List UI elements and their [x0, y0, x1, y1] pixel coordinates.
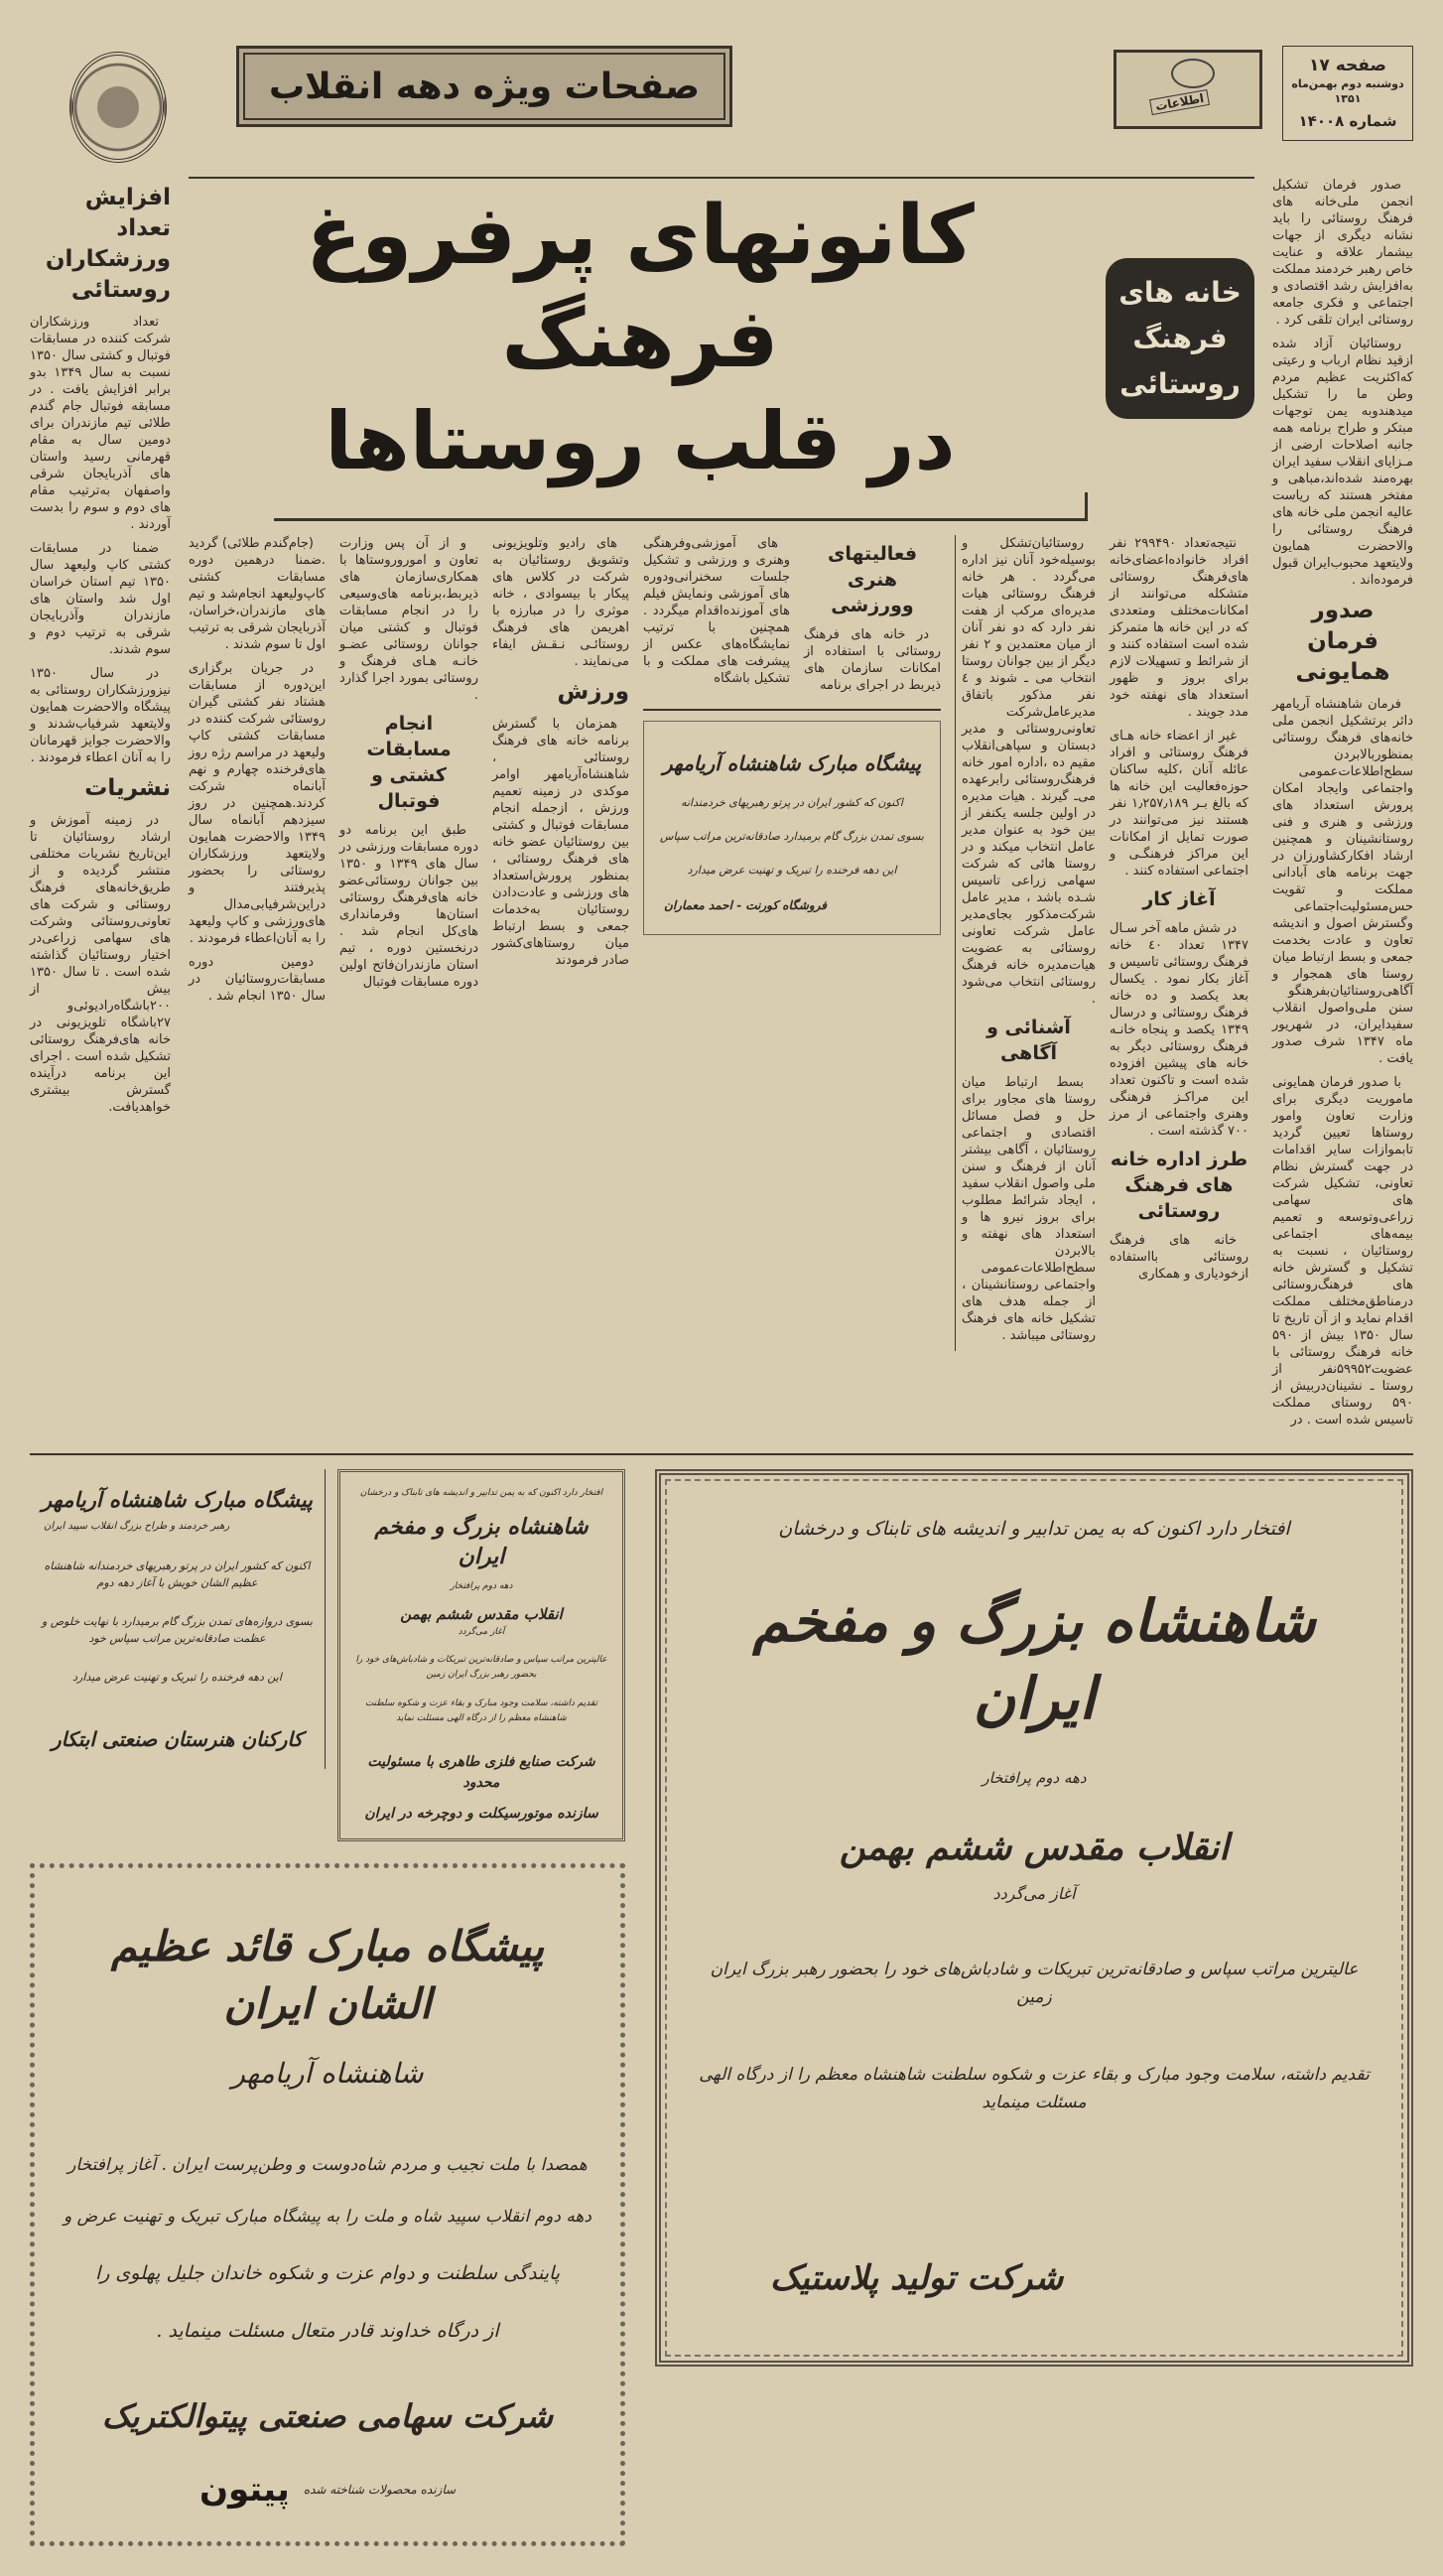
- acquaintance-heading: آشنائی و آگاهی: [986, 1017, 1071, 1064]
- ad-taheri: [337, 1469, 625, 1841]
- paragraph: های آموزشی‌وفرهنگی وهنری و ورزشی و تشکیل جلسات سخنرانی‌ودوره های آموزشی ونمایش فیلم های آموزنده‌اقدام میگردد . همچنین با ترتیب نمایشگاه‌های عکس از پیشرفت های مملکت و با تشکیل باشگاه: [643, 536, 790, 686]
- ad-subtitle: شاهنشاه آریامهر: [231, 2057, 424, 2090]
- ad-revolution: انقلاب مقدس ششم بهمن: [400, 1605, 563, 1623]
- paragraph: فرمان شاهنشاه آریامهر دائر برتشکیل انجمن ملی خانه‌های فرهنگ روستائی بمنظوربالابردن سطح‌اطلاعات‌عمومی واجتماعی وایجاد امکان پرورش استعداد های ورزشی و هنری و فنی روستانشینان و همچنین ارشاد افکارکشاورزان در جهت برنامه های آبادانی مملکت و تقویت حس‌مسئولیت‌اجتماعی وگسترش اصول و اندیشه تعاون و عادت بخدمت جمعی و بسط ارتباط میان روستا های همجوار و آگاهی‌روستائیان‌بفرهنگو سنن ملی‌واصول انقلاب سفیدایران، در شهریور ماه ۱۳۴۷ شرف صدور یافت .: [1272, 697, 1413, 1066]
- arts-column-pair: [643, 535, 941, 935]
- column-2: [189, 535, 326, 1012]
- ad-revolution: انقلاب مقدس ششم بهمن: [839, 1827, 1230, 1868]
- paragraph: در سال ۱۳۵۰ نیزورزشکاران روستائی به پیشگاه والاحضرت همایون ولایتعهد شرفیاب‌شدند و والاحضرت جوایز قهرمانان را به آنان اعطاء فرمودند .: [30, 666, 171, 765]
- masthead: [30, 40, 1413, 169]
- ad-company: شرکت تولید پلاستیک: [770, 2258, 1064, 2298]
- paragraph: بسط ارتباط میان روستا های مجاور برای حل و فصل مسائل اقتصادی و اجتماعی روستائیان ، آگاهی بیشتر آنان از فرهنگ و سنن ملی واصول انقلاب سفید ، ایجاد شرائط مطلوب برای بروز نیرو ها و استعداد های نهفته و بالابردن سطح‌اطلاعات‌عمومی واجتماعی روستانشینان ، از جمله هدف های تشکیل خانه های فرهنگ روستائی میباشد .: [962, 1075, 1096, 1343]
- headline-badge: [1106, 258, 1254, 419]
- ad-maker-line: سازنده محصولات شناخته شده: [303, 2483, 457, 2497]
- ad-title: شاهنشاه بزرگ و مفخم ایران: [752, 1587, 1316, 1732]
- ad-product: سازنده موتورسیکلت و دوچرخه در ایران: [364, 1806, 598, 1822]
- column-3: [339, 535, 478, 998]
- ad-title: پیشگاه مبارک شاهنشاه آریامهر: [662, 751, 922, 775]
- issue-number: شماره ۱۴۰۰۸: [1298, 112, 1397, 130]
- paragraph: همزمان با گسترش برنامه خانه های فرهنگ روستائی ، شاهنشاه‌آریامهر اوامر موکدی در زمینه تعمیم ورزش ، ازجمله انجام مسابقات فوتبال و کشتی بین روستائیان عضو خانه های فرهنگ روستائی ، بمنظور پرورش‌استعداد های ورزشی و عادت‌دادن روستائیان به‌خدمات جمعی و بسط ارتباط میان روستاهای‌کشور صادر فرمودند: [492, 717, 629, 968]
- ad-side-note: رهبر خردمند و طراح بزرگ انقلاب سپید ایران: [44, 1521, 230, 1532]
- small-ads-row: [30, 1469, 625, 1841]
- column-8: [1110, 535, 1248, 1289]
- newspaper-logo: [1114, 50, 1262, 129]
- ad-line: اکنون که کشور ایران در پرتو رهبریهای خردمندانه شاهنشاه عظیم الشان خویش با آغاز دهه دوم: [44, 1559, 311, 1589]
- section-banner-title: صفحات ویژه دهه انقلاب: [243, 53, 725, 120]
- ad-title: پیشگاه مبارک قائد عظیم الشان ایران: [110, 1922, 545, 2028]
- ad-line: عالیترین مراتب سپاس و صادقانه‌ترین تبریکات و شادباش‌های خود را بحضور رهبر بزرگ ایران زمین: [710, 1960, 1359, 2007]
- ad-title: پیشگاه مبارک شاهنشاه آریامهر: [41, 1487, 314, 1512]
- arts-sports-heading: فعالیتهای هنری وورزشی: [827, 543, 918, 616]
- ad-line: این دهه فرخنده را تبریک و تهنیت عرض میدارد: [687, 864, 897, 877]
- paragraph: در جریان برگزاری این‌دوره از مسابقات هشتاد نفر کشتی گیران روستائی شرکت کننده در مسابقات کشتی کاپ ولیعهد در مراسم رژه روز های‌فرخنده چهارم و نهم آبانماه شرکت کردند.همچنین در روز سیزدهم آبانماه سال ۱۳۴۹ والاحضرت همایون ولایتعهد ورزشکاران روستائی را بحضور پذیرفتند و دراین‌شرفیابی‌مدال های‌ورزشی و کاپ ولیعهد را به آنان‌اعطاء فرمودند .: [189, 661, 326, 946]
- middle-area: [189, 177, 1254, 1351]
- paragraph: (جام‌گندم طلائی) گردید .ضمنا درهمین دوره مسابقات کشتی کاپ‌ولیعهد انجام‌شد و تیم های مازندران،خراسان، آذربایجان شرقی به ترتیب اول تا سوم شدند .: [189, 536, 326, 652]
- left-ads: [30, 1469, 625, 2546]
- start-heading: آغاز کار: [1142, 888, 1216, 910]
- columns-row: [189, 535, 1254, 1351]
- ad-sub: دهه دوم پرافتخار: [450, 1581, 513, 1591]
- badge-line: روستائی: [1119, 367, 1241, 400]
- paragraph: طبق این برنامه دو دوره مسابقات ورزشی در سال های ۱۳۴۹ و ۱۳۵۰ بین جوانان روستائی‌عضو خانه های‌فرهنگ روستائی استان‌ها وفرمانداری های‌کل انجام شد . درنخستین دوره ، تیم استان مازندران‌فاتح اولین دوره مسابقات فوتبال: [339, 823, 479, 990]
- ad-line: دهه دوم انقلاب سپید شاه و ملت را به پیشگاه مبارک تبریک و تهنیت عرض و: [64, 2207, 591, 2227]
- paragraph: با صدور فرمان همایونی ماموریت دیگری برای وزارت تعاون وامور روستاها تعیین گردید تابموازات سایر اقدامات در جهت گسترش نظام تعاونی، تشکیل شرکت های سهامی زراعی‌وتوسعه و تعمیم بیمه‌های اجتماعی روستائیان ، نسبت به تشکیل و گسترش خانه های فرهنگ‌روستائی درمناطق‌مختلف مملکت اقدام نماید و از آن تاریخ تا سال ۱۳۵۰ بیش از ۵۹۰ خانه فرهنگ روستائی با عضویت۵۹۹۵۲نفر از روستا ـ نشینان‌دربیش از ۵۹۰ روستای مملکت تاسیس شده است . در: [1272, 1075, 1413, 1427]
- headline-text: [189, 185, 1092, 492]
- arts-columns: [643, 535, 941, 711]
- ad-line: همصدا با ملت نجیب و مردم شاه‌دوست و وطن‌پرست ایران . آغاز پرافتخار: [67, 2155, 588, 2175]
- royal-decree-heading: صدور فرمان همایونی: [1295, 598, 1390, 685]
- ad-line: این دهه فرخنده را تبریک و تهنیت عرض میدارد: [72, 1671, 282, 1684]
- ad-title: شاهنشاه بزرگ و مفخم ایران: [374, 1514, 589, 1569]
- paragraph: دومین دوره مسابقات‌روستائیان در سال ۱۳۵۰ انجام شد .: [189, 955, 326, 1004]
- badge-line: خانه های: [1118, 276, 1242, 309]
- articles-area: [30, 177, 1413, 1435]
- ad-line: بسوی تمدن بزرگ گام برمیدارد صادقانه‌ترین مراتب سپاس: [660, 830, 924, 843]
- page-info-box: [1282, 46, 1413, 141]
- ad-line: عالیترین مراتب سپاس و صادقانه‌ترین تبریکات و شادباش‌های خود را بحضور رهبر بزرگ ایران زمین: [355, 1655, 607, 1680]
- paragraph: و از آن پس وزارت تعاون و اموروروستاها با همکاری‌سازمان های ذیربط،برنامه های‌وسیعی را در انجام مسابقات فوتبال و کشتی میان جوانان روستائی عضـو خانـه هـای فرهنگ و روستائی بمورد اجرا گذارد .: [339, 536, 478, 703]
- column-6: [804, 535, 941, 701]
- section-banner: [236, 46, 732, 127]
- ad-signature: فروشگاه کورنت - احمد معماران: [664, 898, 828, 912]
- ad-hunarestan: [30, 1469, 326, 1769]
- management-heading: طرز اداره خانه های فرهنگ روستائی: [1110, 1149, 1248, 1222]
- brand-logo: پیتون: [198, 2470, 290, 2509]
- ad-line: تقدیم داشته، سلامت وجود مبارک و بقاء عزت و شکوه سلطنت شاهنشاه معظم را از درگاه الهی مسئلت نماید: [364, 1698, 598, 1723]
- ad-brand-row: [55, 2468, 600, 2511]
- paragraph: های رادیو وتلویزیونی وتشویق روستائیان به شرکت در کلاس های پیکار با بیسوادی ، خانه موثری را در مبارزه با اهریمن های فرهنگ روستائـی نـقـش ایفاء می‌نمایند .: [492, 536, 629, 669]
- headline-line-1: کانونهای پرفروغ فرهنگ: [306, 189, 975, 386]
- ad-signature: کارکنان هنرستان صنعتی ابتکار: [51, 1727, 304, 1751]
- logo-emblem-icon: [1171, 59, 1215, 88]
- ad-line: اکنون که کشور ایران در پرتو رهبریهای خردمندانه: [681, 796, 903, 809]
- wrestling-football-heading: انجام مسابقات کشتی و فوتبال: [366, 713, 452, 812]
- paragraph: در خانه های فرهنگ روستائی با استفاده از امکانات سازمان های ذیربط در اجرای برنامه: [804, 627, 941, 693]
- left-article-title: افزایش تعداد ورزشکاران روستائی: [45, 185, 171, 303]
- paragraph: نتیجه‌تعداد ۲۹۹۴۹۰ نفر افراد خانواده‌اعضای‌خانه های‌فرهنگ روستائی متشکله می‌توانند از امکانات‌مختلف ومتعددی که در این خانه ها متمرکز شده است استفاده کنند و از شرائط و تسهیلات لازم برای بروز و ظهور استعداد های نهفته خود مدد جویند .: [1110, 536, 1248, 720]
- column-7: [955, 535, 1096, 1351]
- paragraph: تعداد ورزشکاران شرکت کننده در مسابقات فوتبال و کشتی سال ۱۳۵۰ نسبت به سال ۱۳۴۹ بدو برابر افزایش یافت . در مسابقه فوتبال جام گندم طلائی تیم مازندران برای دومین سال به مقام قهرمانی رسید واستان های آذربایجان شرقی واصفهان به‌ترتیب مقام های دوم و سوم را بدست آوردند .: [30, 315, 171, 532]
- headline-line-2: در قلب روستاها: [325, 395, 956, 487]
- headline-bracket: [274, 492, 1088, 521]
- right-column: [1272, 177, 1413, 1435]
- page-number: صفحه ۱۷: [1309, 56, 1386, 75]
- publications-heading: نشریات: [84, 775, 171, 801]
- paragraph: در زمینه آموزش و ارشاد روستائیان تا این‌تاریخ نشریات مختلفی منتشر گردیده و از طریق‌خانه‌های فرهنگ روستائی و شرکت های تعاونی‌روستائی وشرکت های سهامی زراعی‌در اختیار روستائیان گذاشته شده است . تا سال ۱۳۵۰ بیش از ۲۰۰باشگاه‌رادیوئی‌و ۲۷باشگاه تلویزیونی در خانه های‌فرهنگ روستائی تشکیل شده است . اجرای این برنامه درآینده گسترش بیشتری خواهدیافت.: [30, 813, 171, 1115]
- issue-date: دوشنبه دوم بهمن‌ماه: [1291, 77, 1404, 90]
- left-article: [30, 177, 171, 1123]
- ad-company: شرکت صنایع فلزی طاهری با مسئولیت محدود: [367, 1754, 595, 1791]
- ad-begins: آغاز می‌گردد: [992, 1884, 1076, 1903]
- sport-heading: ورزش: [557, 679, 629, 705]
- paragraph: صدور فرمان تشکیل انجمن ملی‌خانه های فرهنگ روستائی را باید نشانه دیگری از جهات بیشمار علاقه و عنایت خاص رهبر خردمند مملکت به‌افزایش رشد اقتصادی و اجتماعی و فکری جامعه روستائی ایران تلقی کرد .: [1272, 178, 1413, 328]
- paragraph: در شش ماهه آخر سـال ۱۳۴۷ تعداد ٤۰ خانه فرهنگ روستائی تاسیس و آغاز بکار نمود . یکسال بعد یکصد و ده خانه فرهنگ روستائی و درسال ۱۳۴۹ یکصد و پنجاه خانـه فرهنگ روستائی دیگر به خانه های پیشین افزوده شده است و تاکنون تعداد این مراکـز فرهنگی وهنری واجتماعی از مرز ۷۰۰ گذشته است .: [1110, 921, 1248, 1139]
- emblem-icon: [69, 52, 167, 163]
- ad-line: تقدیم داشته، سلامت وجود مبارک و بقاء عزت و شکوه سلطنت شاهنشاه معظم را از درگاه الهی مسئلت مینماید: [699, 2065, 1370, 2112]
- ad-plastic: [655, 1469, 1413, 2367]
- column-5: [643, 535, 790, 701]
- badge-line: فرهنگ: [1132, 322, 1228, 354]
- ad-sub: دهه دوم پرافتخار: [982, 1769, 1087, 1787]
- ad-begins: آغاز می‌گردد: [458, 1627, 505, 1637]
- ad-line: از درگاه خداوند قادر متعال مسئلت مینماید .: [156, 2320, 499, 2342]
- paragraph: روستائیان آزاد شده ازقید نظام ارباب و رعیتی که‌اکثریت عظیم مردم وطن ما را تشکیل میدهندوبه یمن توجهات مبتکر و طراح برنامه همه جانبه اصلاحات ارضی از مـزایای انقلاب سفید ایران بهره‌مند شده‌اند،مباهی و مفتخر هستند که ریاست عالیه انجمن ملی خانه های فرهنگ روستائی را والاحضرت همایون ولایتعهد محبوب‌ایران قبول فرموده‌اند .: [1272, 337, 1413, 588]
- column-4: [492, 535, 629, 976]
- paragraph: غیر از اعضاء خانه هـای فرهنگ روستائی و افراد عائله آنان ،کلیه ساکنان حوزه‌فعالیت این خانه ها که بالغ بـر ۱٫۲۵۷٫۱۸۹ نفر هستند نیز می‌توانند در صورت تمایل از امکانات این مراکز فرهنگـی و اجتماعی استفاده کنند .: [1110, 729, 1248, 879]
- ad-koront: [643, 721, 941, 935]
- issue-year: ۱۳۵۱: [1334, 92, 1362, 105]
- ad-intro: افتخار دارد اکنون که به یمن تدابیر و اندیشه های تابناک و درخشان: [778, 1518, 1290, 1540]
- ads-area: [30, 1453, 1413, 2546]
- ad-line: بسوی دروازه‌های تمدن بزرگ گام برمیدارد با نهایت خلوص و عظمت صادقانه‌ترین مراتب سپاس خود: [42, 1615, 313, 1645]
- paragraph: خانه های فرهنگ روستائی بااستفاده ازخودیاری و همکاری: [1110, 1233, 1248, 1282]
- ad-intro: افتخار دارد اکنون که به یمن تدابیر و اندیشه های تابناک و درخشان: [359, 1488, 603, 1498]
- paragraph: ضمنا در مسابقات کشتی کاپ ولیعهد سال ۱۳۵۰ تیم استان خراسان اول شد واستان های مازندران وآذربایجان شرقی به ترتیب دوم و سوم شدند.: [30, 541, 171, 657]
- ad-company: شرکت سهامی صنعتی پیتوالکتریک: [101, 2397, 554, 2435]
- logo-text: اطلاعات: [1149, 89, 1210, 115]
- ad-pitoelectric: [30, 1863, 625, 2546]
- headline: [189, 177, 1254, 492]
- ad-line: پایندگی سلطنت و دوام عزت و شکوه خاندان جلیل پهلوی را: [94, 2262, 561, 2284]
- paragraph: روستائیان‌تشکل و بوسیله‌خود آنان نیز اداره می‌گردد . هر خانه فرهنگ روستائی هیات مدیره‌ای مرکب از هفت نفر دارد که دو نفر آنان از میان معتمدین و ۲ نفر دیگر از بین جوانان روستا انتخاب می ـ شوند و ٤ نفر مذکور باتفاق مدیرعامل‌شرکت تعاونی‌روستائی و مدیر دبستان و سپاهی‌انقلاب مقیم ده ،اداره امور خانه فرهنگ‌روستائی رابرعهده می‌ـ گیرند . هیات مدیره در اولین جلسه یکنفر از بین خود به عنوان مدیر عامل انتخاب میکند و در روستا هائی که شرکت سهامی زراعی تاسیس شـده باشد ، مدیر عامل شرکت‌مذکور بجای‌مدیر عامل شرکت تعاونی روستائی به عضویت هیات‌مدیره خانه فرهنگ روستائی انتخاب می‌شود .: [962, 536, 1097, 1007]
